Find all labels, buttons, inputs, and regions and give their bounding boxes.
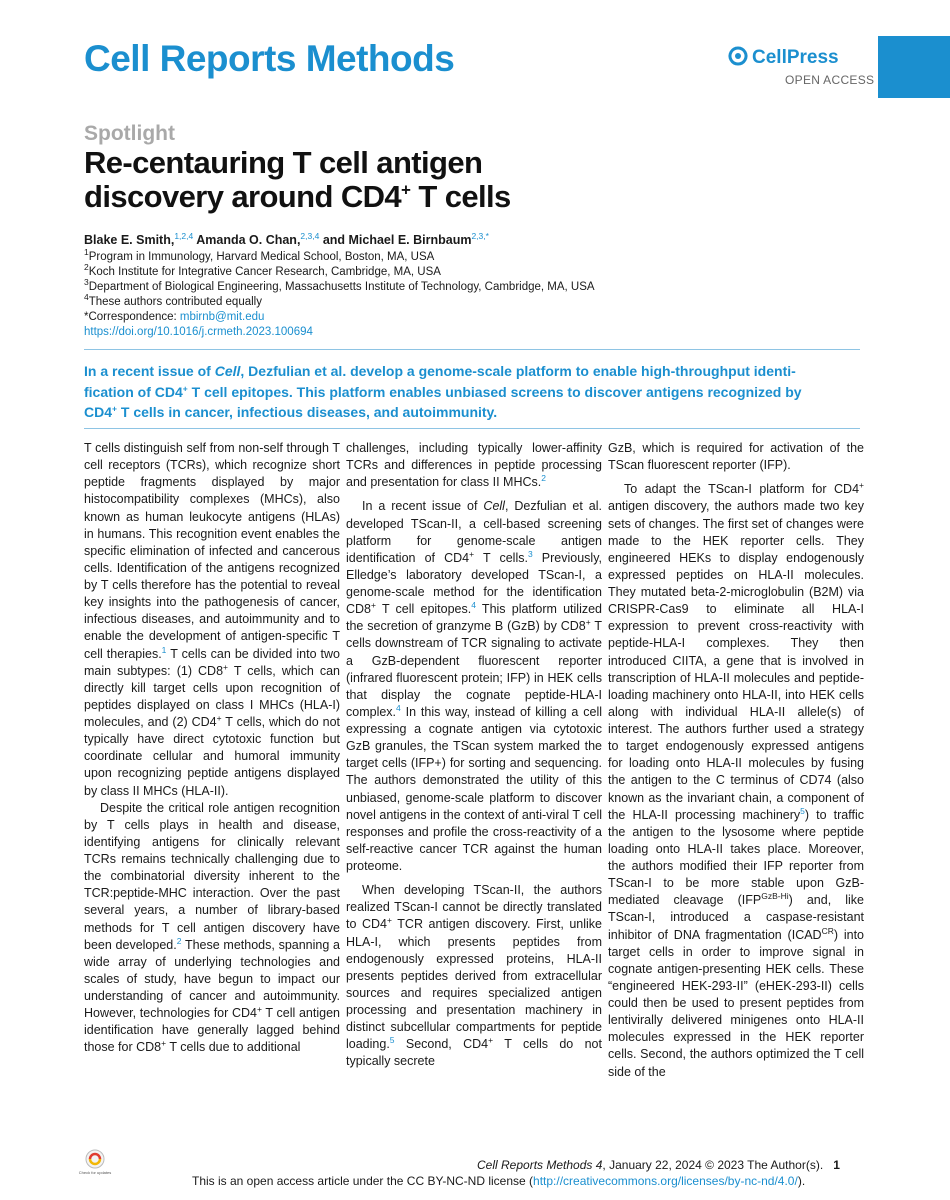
body-text: antigen discovery, the authors made two key sets of changes. The first set of changes were made to the HEK reporter cells. They engineered HEKs to display endogenously expressed peptides on HLA-II molecules. They mutated beta-2-microglobulin (B2M) via CRISPR-Cas9 to eliminate all HLA-I expression to prevent cross-reactivity with peptide-HLA-I complexes. They then introduced CIITA, a gene that is involved in transcription of HLA-II molecules and peptide-loading machinery onto HLA-II, into HEK cells along with individual HLA-II allele(s) of interest. The authors further used a strategy to target endogenously expressed antigens for loading onto HLA-II molecules by fusing the antigen to the C terminus of CD74 (also known as the invariant chain, a component of the HLA-II processing machinery bbox=[608, 499, 864, 822]
title-part: discovery around CD4 bbox=[84, 179, 402, 214]
affiliation-text: These authors contributed equally bbox=[88, 296, 262, 308]
body-text: T cell epitopes. bbox=[375, 602, 472, 617]
footer-date: , January 22, 2024 © 2023 The Author(s). bbox=[602, 1158, 824, 1172]
publisher-name: CellPress bbox=[752, 47, 839, 68]
body-text: Second, CD4 bbox=[394, 1037, 489, 1052]
body-text: ) and, like TScan-I, introduced a caspase-resistant inhibitor of DNA fragmentation (ICAD bbox=[608, 893, 864, 942]
superscript: + bbox=[216, 712, 222, 723]
correspondence-email-link[interactable]: mbirnb@mit.edu bbox=[179, 311, 265, 323]
author-affiliation-ref[interactable]: 1,2,4 bbox=[174, 230, 194, 241]
journal-title: Cell Reports Methods bbox=[84, 38, 455, 79]
body-text: In this way, instead of killing a cell expressing a cognate antigen via cytotoxic GzB granules, the TScan system marked the target cells (IFP+) for sorting and sequencing. The authors demonstrated the utility of this unbiased, genome-scale platform to discover novel antigens in the context of anti-viral T cell responses and profile the cross-reactivity of a self-reactive cancer TCR against the human proteome. bbox=[346, 704, 602, 873]
doi-link[interactable]: https://doi.org/10.1016/j.crmeth.2023.100694 bbox=[84, 326, 313, 338]
abstract-superscript: + bbox=[112, 403, 117, 414]
paragraph bbox=[346, 498, 602, 875]
reference-link[interactable]: 4 bbox=[396, 702, 401, 713]
author-affiliation-ref[interactable]: 2,3,4 bbox=[300, 230, 320, 241]
paragraph bbox=[608, 440, 864, 474]
abstract-text: T cell epitopes. This platform enables unbiased screens to discover antigens recognized by bbox=[187, 383, 802, 400]
paragraph bbox=[84, 440, 340, 800]
abstract bbox=[84, 361, 860, 423]
body-text: T cells downstream of TCR signaling to activate a GzB-dependent fluorescent reporter (infrared fluorescent protein; IFP) in HEK cells that display the cognate peptide-HLA-I complex. bbox=[346, 619, 602, 719]
superscript: + bbox=[387, 915, 392, 926]
article-section: Spotlight bbox=[84, 122, 175, 145]
superscript: CR bbox=[821, 925, 834, 936]
affiliation-text: Program in Immunology, Harvard Medical School, Boston, MA, USA bbox=[88, 251, 435, 263]
author[interactable]: Blake E. Smith, bbox=[84, 233, 175, 247]
license-link[interactable]: http://creativecommons.org/licenses/by-nc-nd/4.0/ bbox=[533, 1174, 798, 1188]
title-superscript: + bbox=[401, 180, 411, 200]
body-text: T cells due to additional bbox=[166, 1040, 301, 1055]
abstract-superscript: + bbox=[182, 382, 188, 393]
badge-label: Check for updates bbox=[78, 1170, 112, 1175]
superscript: + bbox=[161, 1038, 167, 1049]
paragraph bbox=[608, 481, 864, 1080]
affiliation bbox=[84, 277, 595, 295]
body-text: In a recent issue of bbox=[362, 499, 484, 514]
superscript: + bbox=[371, 599, 376, 610]
open-access-label: OPEN ACCESS bbox=[785, 73, 875, 87]
footer-license bbox=[192, 1174, 805, 1188]
author-list bbox=[84, 230, 489, 247]
body-text: , Dezfulian et al. developed TScan-II, a cell-based screening platform for genome-scale antigen identification of CD4 bbox=[346, 499, 602, 565]
header-accent-bar bbox=[878, 36, 950, 98]
paragraph bbox=[346, 882, 602, 1070]
article-title bbox=[84, 146, 511, 214]
reference-link[interactable]: 5 bbox=[389, 1035, 395, 1046]
abstract-text: In a recent issue of bbox=[84, 363, 215, 379]
body-column-2 bbox=[346, 440, 602, 1071]
abstract-text: , Dezfulian et al. develop a genome-scale platform to enable high-throughput identi- bbox=[240, 363, 796, 379]
footer-journal: Cell Reports Methods bbox=[477, 1158, 593, 1172]
reference-link[interactable]: 3 bbox=[527, 548, 533, 559]
body-text: T cells do not typically secrete bbox=[346, 1037, 602, 1069]
abstract-journal: Cell bbox=[214, 363, 241, 379]
author[interactable]: Amanda O. Chan, bbox=[196, 233, 301, 247]
reference-link[interactable]: 4 bbox=[471, 599, 476, 610]
paragraph bbox=[346, 440, 602, 491]
footer-citation bbox=[477, 1158, 840, 1172]
superscript: + bbox=[585, 617, 591, 628]
body-text: T cells distinguish self from non-self through T cell receptors (TCRs), which recognize short peptide fragments displayed by major histocompatibility complexes (MHCs), also known as human leukocyte antigens (HLAs) in humans. This recognition event enables the specific elimination of infected and cancerous cells. Identification of the antigens recognized by T cells therefore has the potential to reveal key insights into the pathogenesis of cancer, infectious diseases, and autoimmunity and to enable the development of antigen-specific T cell therapies. bbox=[84, 441, 340, 661]
affiliation-number: 4 bbox=[84, 292, 89, 303]
affiliation-text: Koch Institute for Integrative Cancer Research, Cambridge, MA, USA bbox=[88, 266, 441, 278]
body-text: To adapt the TScan-I platform for CD4 bbox=[624, 482, 860, 497]
body-text: Despite the critical role antigen recognition by T cells plays in health and disease, identifying antigens for clinically relevant TCRs remains technically challenging due to the combinatorial diversity inherent to the TCR:peptide-MHC interaction. Over the past several years, a number of library-based methods for T cell antigen discovery have been developed. bbox=[84, 800, 340, 952]
body-column-3 bbox=[608, 440, 864, 1081]
body-column-1 bbox=[84, 440, 340, 1057]
body-text: Previously, Elledge’s laboratory developed TScan-I, a genome-scale method for the identification CD8 bbox=[346, 550, 602, 617]
superscript: GzB-Hi bbox=[761, 891, 789, 902]
body-text: T cells. bbox=[474, 550, 528, 565]
body-text: T cell antigen identification have generally lagged behind those for CD8 bbox=[84, 1006, 340, 1055]
body-text: When developing TScan-II, the authors realized TScan-I cannot be directly translated to CD4 bbox=[346, 883, 602, 932]
footer-volume: 4 bbox=[595, 1158, 603, 1172]
reference-link[interactable]: 1 bbox=[161, 644, 167, 655]
license-text: This is an open access article under the CC BY-NC-ND license ( bbox=[192, 1174, 534, 1188]
publisher-logo[interactable] bbox=[728, 46, 839, 69]
affiliation-number: 2 bbox=[84, 262, 89, 273]
affiliation-number: 1 bbox=[84, 247, 89, 258]
divider bbox=[84, 428, 860, 429]
body-text: T cells, which do not typically have direct cytotoxic function but coordinate cellular and humoral immunity upon recognizing peptide antigens displayed by class II MHCs (HLA-II). bbox=[84, 715, 340, 798]
title-line-1: Re-centauring T cell antigen bbox=[84, 145, 483, 180]
body-text: GzB, which is required for activation of the TScan fluorescent reporter (IFP). bbox=[608, 441, 864, 473]
reference-link[interactable]: 2 bbox=[176, 935, 182, 946]
title-line-2 bbox=[84, 180, 511, 214]
reference-link[interactable]: 2 bbox=[541, 473, 546, 484]
reference-link[interactable]: 5 bbox=[800, 805, 805, 816]
paragraph bbox=[84, 800, 340, 1057]
correspondence bbox=[84, 310, 264, 325]
superscript: + bbox=[859, 480, 864, 491]
correspondence-label: *Correspondence: bbox=[84, 311, 180, 323]
abstract-text: fication of CD4 bbox=[84, 383, 183, 400]
divider bbox=[84, 349, 860, 350]
superscript: + bbox=[488, 1035, 494, 1046]
body-text: challenges, including typically lower-affinity TCRs and differences in peptide processing and presentation for class II MHCs. bbox=[346, 441, 602, 490]
abstract-text: CD4 bbox=[84, 404, 113, 420]
body-text: This platform utilized the secretion of granzyme B (GzB) by CD8 bbox=[346, 602, 602, 634]
body-text: These methods, spanning a wide array of underlying technologies and scales of study, have begun to impact our understanding of cancer and autoimmunity. However, technologies for CD4 bbox=[84, 937, 341, 1021]
italic-text: Cell bbox=[483, 499, 505, 514]
superscript: + bbox=[256, 1003, 262, 1014]
check-for-updates-badge[interactable] bbox=[78, 1148, 112, 1178]
cellpress-logo-icon bbox=[728, 46, 748, 66]
affiliation bbox=[84, 247, 435, 265]
body-text: T cells can be divided into two main subtypes: (1) CD8 bbox=[84, 646, 340, 678]
license-text: ). bbox=[797, 1174, 806, 1188]
affiliation-number: 3 bbox=[84, 277, 89, 288]
superscript: + bbox=[223, 661, 229, 672]
author-affiliation-ref[interactable]: 2,3,* bbox=[471, 230, 489, 241]
affiliation bbox=[84, 292, 262, 310]
abstract-text: T cells in cancer, infectious diseases, and autoimmunity. bbox=[116, 404, 498, 420]
body-text: ) to traffic the antigen to the lysosome where peptide loading onto HLA-II takes place. Moreover, the authors modified their IFP reporter from TScan-I to be more stable upon GzB-mediated cleavage (IFP bbox=[608, 807, 864, 908]
body-text: ) into target cells in order to improve signal in cognate antigen-presenting HEK cells. These “engineered HEK-293-II” (eHEK-293-II) cells could then be used to present peptides from lentivirally delivered minigenes onto HLA-II molecules expressed in the HEK reporter cells. Second, the authors optimized the T cell side of the bbox=[608, 927, 864, 1079]
affiliation bbox=[84, 262, 441, 280]
superscript: + bbox=[469, 548, 475, 559]
title-part: T cells bbox=[410, 179, 511, 214]
affiliation-text: Department of Biological Engineering, Massachusetts Institute of Technology, Cambridge, MA, USA bbox=[88, 281, 595, 293]
page-number: 1 bbox=[833, 1158, 840, 1172]
author[interactable]: and Michael E. Birnbaum bbox=[322, 233, 472, 247]
body-text: T cells, which can directly kill target cells upon recognition of peptides displayed on class I MHCs (HLA-I) molecules, and (2) CD4 bbox=[84, 663, 340, 729]
body-text: TCR antigen discovery. First, unlike HLA-I, which presents peptides from endogenously expressed proteins, HLA-II presents peptides derived from extracellular sources and requires specialized antigen processing and presentation machinery in distinct subcellular compartments for peptide loading. bbox=[346, 917, 603, 1052]
